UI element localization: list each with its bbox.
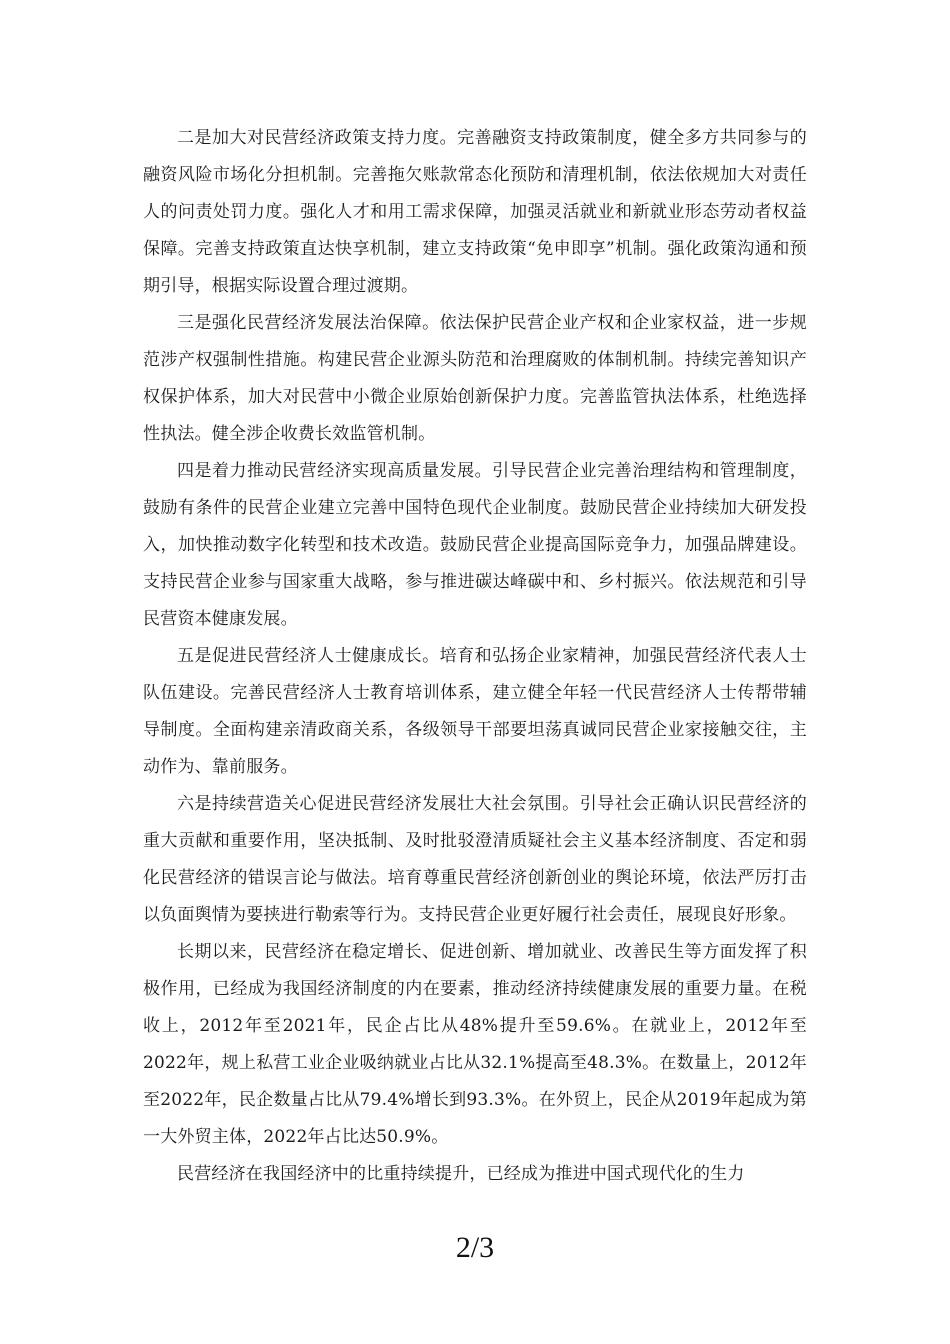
document-body bbox=[143, 120, 807, 1193]
paragraph-policy-support: 二是加大对民营经济政策支持力度。完善融资支持政策制度，健全多方共同参与的融资风险市场化分担机制。完善拖欠账款常态化预防和清理机制，依法依规加大对责任人的问责处罚力度。强化人才和用工需求保障，加强灵活就业和新就业形态劳动者权益保障。完善支持政策直达快享机制，建立支持政策“免申即享”机制。强化政策沟通和预期引导，根据实际设置合理过渡期。 bbox=[143, 128, 807, 296]
paragraph-rule-of-law: 三是强化民营经济发展法治保障。依法保护民营企业产权和企业家权益，进一步规范涉产权强制性措施。构建民营企业源头防范和治理腐败的体制机制。持续完善知识产权保护体系，加大对民营中小微企业原始创新保护力度。完善监管执法体系，杜绝选择性执法。健全涉企收费长效监管机制。 bbox=[143, 313, 807, 444]
paragraph-social-atmosphere: 六是持续营造关心促进民营经济发展壮大社会氛围。引导社会正确认识民营经济的重大贡献和重要作用，坚决抵制、及时批驳澄清质疑社会主义基本经济制度、否定和弱化民营经济的错误言论与做法。培育尊重民营经济创新创业的舆论环境，依法严厉打击以负面舆情为要挟进行勒索等行为。支持民营企业更好履行社会责任，展现良好形象。 bbox=[143, 794, 807, 925]
paragraph-high-quality-development: 四是着力推动民营经济实现高质量发展。引导民营企业完善治理结构和管理制度，鼓励有条件的民营企业建立完善中国特色现代企业制度。鼓励民营企业持续加大研发投入，加快推动数字化转型和技术改造。鼓励民营企业提高国际竞争力，加强品牌建设。支持民营企业参与国家重大战略，参与推进碳达峰碳中和、乡村振兴。依法规范和引导民营资本健康发展。 bbox=[143, 461, 807, 629]
paragraph-entrepreneur-growth: 五是促进民营经济人士健康成长。培育和弘扬企业家精神，加强民营经济代表人士队伍建设。完善民营经济人士教育培训体系，建立健全年轻一代民营经济人士传帮带辅导制度。全面构建亲清政商关系，各级领导干部要坦荡真诚同民营企业家接触交往，主动作为、靠前服务。 bbox=[143, 646, 807, 777]
paragraph-closing: 民营经济在我国经济中的比重持续提升，已经成为推进中国式现代化的生力 bbox=[177, 1164, 745, 1184]
paragraph-statistics: 长期以来，民营经济在稳定增长、促进创新、增加就业、改善民生等方面发挥了积极作用，已经成为我国经济制度的内在要素，推动经济持续健康发展的重要力量。在税收上，2012年至2021年，民企占比从48%提升至59.6%。在就业上，2012年至2022年，规上私营工业企业吸纳就业占比从32.1%提高至48.3%。在数量上，2012年至2022年，民企数量占比从79.4%增长到93.3%。在外贸上，民企从2019年起成为第一大外贸主体，2022年占比达50.9%。 bbox=[143, 942, 807, 1147]
page-number: 2/3 bbox=[455, 1231, 495, 1264]
